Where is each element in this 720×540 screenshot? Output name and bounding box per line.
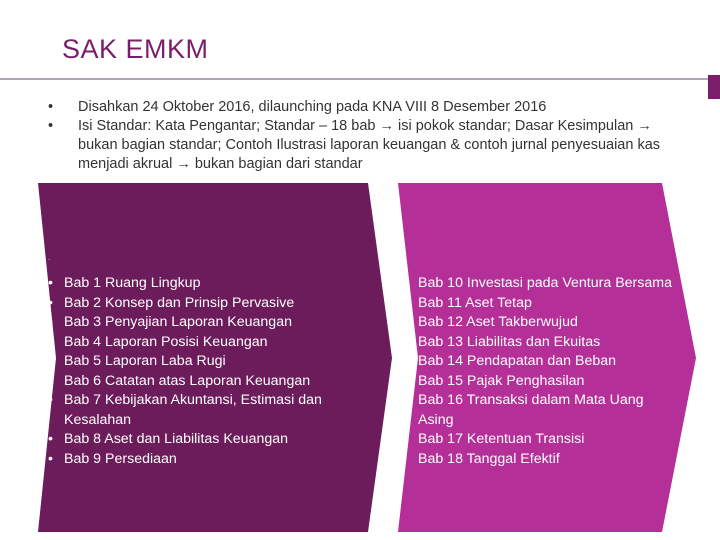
list-item: • Bab 16 Transaksi dalam Mata Uang Asing <box>402 391 672 430</box>
bullet-icon: • <box>48 99 54 115</box>
list-item: • Bab 18 Tanggal Efektif <box>402 450 672 470</box>
list-item: • Bab 1 Ruang Lingkup <box>48 274 358 294</box>
list-item: • Bab 2 Konsep dan Prinsip Pervasive <box>48 294 358 314</box>
list-item: • Bab 4 Laporan Posisi Keuangan <box>48 333 358 353</box>
list-item: • Bab 12 Aset Takberwujud <box>402 313 672 333</box>
list-item: • Bab 17 Ketentuan Transisi <box>402 430 672 450</box>
chapter-list-right <box>402 274 672 469</box>
list-item: • Bab 15 Pajak Penghasilan <box>402 372 672 392</box>
left-chapter-column <box>48 254 358 469</box>
list-item: • Bab 3 Penyajian Laporan Keuangan <box>48 313 358 333</box>
bullet-icon: • <box>48 118 54 134</box>
panel-marker: . <box>402 253 405 262</box>
list-item: • Bab 9 Persediaan <box>48 450 358 470</box>
slide-title: SAK EMKM <box>62 34 209 64</box>
list-item: • Bab 13 Liabilitas dan Ekuitas <box>402 333 672 353</box>
list-item: • Bab 5 Laporan Laba Rugi <box>48 352 358 372</box>
chapter-list-left <box>48 274 358 469</box>
list-item: • Bab 10 Investasi pada Ventura Bersama <box>402 274 672 294</box>
list-item: • Bab 14 Pendapatan dan Beban <box>402 352 672 372</box>
list-item: • Bab 7 Kebijakan Akuntansi, Estimasi dan Kesalahan <box>48 391 358 430</box>
list-item: • Bab 8 Aset dan Liabilitas Keuangan <box>48 430 358 450</box>
right-chapter-column <box>402 254 672 469</box>
list-item: • Bab 6 Catatan atas Laporan Keuangan <box>48 372 358 392</box>
intro-text: Isi Standar: Kata Pengantar; Standar – 18 bab → isi pokok standar; Dasar Kesimpulan → bukan bagian standar; Contoh Ilustrasi laporan keuangan & contoh jurnal penyesuaian kas menjadi akrual → bukan bagian dari standar <box>78 118 661 172</box>
list-item: • Bab 11 Aset Tetap <box>402 294 672 314</box>
intro-text: Disahkan 24 Oktober 2016, dilaunching pada KNA VIII 8 Desember 2016 <box>78 99 547 115</box>
panel-marker: . <box>48 253 51 262</box>
